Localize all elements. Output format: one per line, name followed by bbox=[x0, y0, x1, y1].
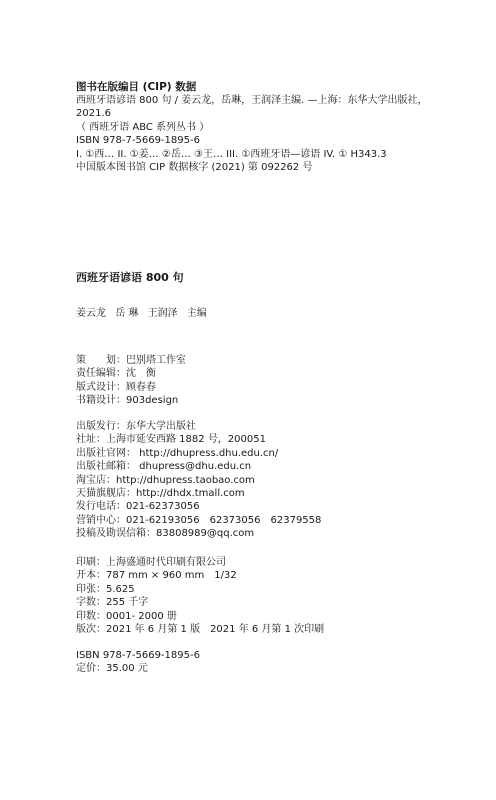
publisher-line: 发行电话：021-62373056 bbox=[76, 501, 200, 513]
printing-line: 字数：255 千字 bbox=[76, 597, 149, 609]
cip-line: 中国版本图书馆 CIP 数据核字 (2021) 第 092262 号 bbox=[76, 162, 313, 174]
price-line: 定价：35.00 元 bbox=[76, 663, 148, 675]
cip-data-block bbox=[76, 80, 484, 174]
editors-line bbox=[76, 307, 484, 320]
editor-name: 岳 琳 bbox=[115, 308, 139, 319]
cip-line: I. ①西… II. ①姜… ②岳… ③王… III. ①西班牙语—谚语 IV. ① H343.3 bbox=[76, 148, 387, 160]
printing-line: 印数：0001- 2000 册 bbox=[76, 610, 177, 622]
publisher-line: 出版社邮箱： dhupress@dhu.edu.cn bbox=[76, 461, 252, 473]
staff-line: 版式设计：顾春春 bbox=[76, 381, 156, 393]
editor-name: 王润泽 bbox=[147, 308, 178, 319]
cip-line: 西班牙语谚语 800 句 / 姜云龙，岳琳，王润泽主编. —上海：东华大学出版社， bbox=[76, 95, 428, 106]
publisher-line: 天猫旗舰店：http://dhdx.tmall.com bbox=[76, 488, 245, 500]
printing-block bbox=[76, 556, 484, 636]
publisher-line: 投稿及勘误信箱：83808989@qq.com bbox=[76, 528, 255, 540]
staff-line: 策 划：巴别塔工作室 bbox=[76, 355, 186, 366]
isbn-line: ISBN 978-7-5669-1895-6 bbox=[76, 650, 200, 661]
publisher-line: 淘宝店：http://dhupress.taobao.com bbox=[76, 474, 255, 486]
publisher-line: 营销中心：021-62193056 62373056 62379558 bbox=[76, 514, 322, 526]
cip-heading: 图书在版编目 (CIP) 数据 bbox=[76, 81, 197, 93]
isbn-price-block bbox=[76, 649, 484, 676]
cip-line: （ 西班牙语 ABC 系列丛书 ） bbox=[76, 121, 210, 133]
printing-line: 印张：5.625 bbox=[76, 583, 135, 595]
book-title: 西班牙语谚语 800 句 bbox=[76, 271, 184, 284]
staff-line: 责任编辑：沈 衡 bbox=[76, 368, 156, 380]
staff-block bbox=[76, 354, 484, 408]
printing-line: 印刷：上海盛通时代印刷有限公司 bbox=[76, 557, 226, 568]
cip-line: 2021.6 bbox=[76, 108, 111, 120]
publisher-line: 出版社官网： http://dhupress.dhu.edu.cn/ bbox=[76, 447, 279, 459]
editor-role: 主编 bbox=[186, 308, 207, 319]
staff-line: 书籍设计：903design bbox=[76, 395, 179, 407]
cip-line: ISBN 978-7-5669-1895-6 bbox=[76, 135, 200, 147]
publisher-line: 社址：上海市延安西路 1882 号，200051 bbox=[76, 434, 266, 446]
printing-line: 版次：2021 年 6 月第 1 版 2021 年 6 月第 1 次印刷 bbox=[76, 624, 325, 636]
publisher-block bbox=[76, 420, 484, 541]
publisher-line: 出版发行：东华大学出版社 bbox=[76, 421, 196, 432]
editor-name: 姜云龙 bbox=[76, 308, 106, 319]
printing-line: 开本：787 mm × 960 mm 1/32 bbox=[76, 570, 237, 582]
